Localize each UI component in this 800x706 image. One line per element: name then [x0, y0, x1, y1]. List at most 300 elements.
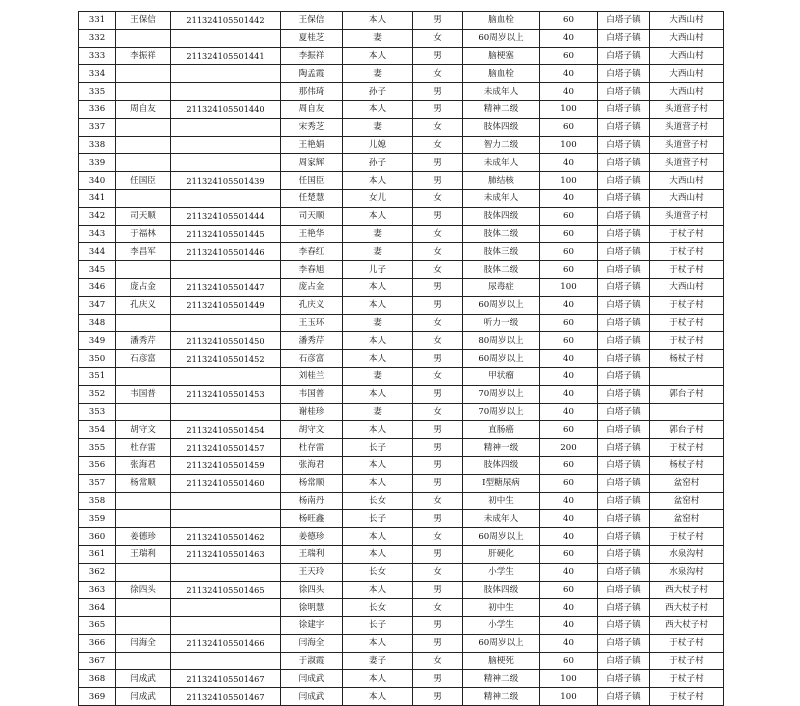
- table-cell: 初中生: [463, 492, 540, 510]
- table-cell: 211324105501447: [171, 278, 281, 296]
- table-cell: 353: [79, 403, 116, 421]
- table-cell: [116, 136, 171, 154]
- table-cell: 妻: [343, 403, 413, 421]
- table-cell: [171, 261, 281, 279]
- table-cell: I型糖尿病: [463, 474, 540, 492]
- table-cell: 脑梗死: [463, 652, 540, 670]
- table-cell: 未成年人: [463, 189, 540, 207]
- table-cell: 女: [413, 261, 463, 279]
- table-cell: 白塔子镇: [598, 510, 650, 528]
- table-cell: [171, 136, 281, 154]
- table-cell: 于淑霞: [281, 652, 343, 670]
- table-cell: 355: [79, 439, 116, 457]
- table-cell: 60: [540, 314, 598, 332]
- table-cell: 40: [540, 492, 598, 510]
- table-cell: 男: [413, 207, 463, 225]
- table-cell: 于杖子村: [650, 528, 724, 546]
- table-cell: 潘秀芹: [116, 332, 171, 350]
- table-cell: 张海君: [116, 456, 171, 474]
- table-cell: 333: [79, 47, 116, 65]
- table-cell: 357: [79, 474, 116, 492]
- table-cell: 白塔子镇: [598, 332, 650, 350]
- table-cell: 未成年人: [463, 510, 540, 528]
- table-cell: 362: [79, 563, 116, 581]
- table-cell: 白塔子镇: [598, 528, 650, 546]
- table-row: [79, 278, 724, 296]
- table-cell: 211324105501463: [171, 545, 281, 563]
- table-cell: 男: [413, 510, 463, 528]
- table-cell: 70周岁以上: [463, 403, 540, 421]
- table-cell: [171, 599, 281, 617]
- table-cell: 白塔子镇: [598, 12, 650, 30]
- table-cell: 本人: [343, 12, 413, 30]
- table-row: [79, 65, 724, 83]
- table-cell: 于杖子村: [650, 634, 724, 652]
- table-cell: 孔庆义: [281, 296, 343, 314]
- table-cell: [116, 403, 171, 421]
- table-cell: 200: [540, 439, 598, 457]
- table-row: [79, 12, 724, 30]
- table-cell: 儿媳: [343, 136, 413, 154]
- table-cell: 364: [79, 599, 116, 617]
- table-cell: 346: [79, 278, 116, 296]
- table-cell: 336: [79, 100, 116, 118]
- table-cell: 长女: [343, 563, 413, 581]
- table-cell: 肢体四级: [463, 118, 540, 136]
- table-cell: 杜存雷: [281, 439, 343, 457]
- table-cell: 342: [79, 207, 116, 225]
- table-cell: 女: [413, 314, 463, 332]
- table-cell: 女: [413, 189, 463, 207]
- table-cell: [171, 403, 281, 421]
- table-cell: 211324105501467: [171, 670, 281, 688]
- table-cell: 60: [540, 421, 598, 439]
- table-cell: 女儿: [343, 189, 413, 207]
- table-cell: 女: [413, 599, 463, 617]
- table-cell: [116, 563, 171, 581]
- table-cell: 初中生: [463, 599, 540, 617]
- table-cell: 大西山村: [650, 172, 724, 190]
- table-cell: [171, 510, 281, 528]
- table-cell: 女: [413, 492, 463, 510]
- table-cell: 358: [79, 492, 116, 510]
- table-cell: 白塔子镇: [598, 367, 650, 385]
- table-cell: 白塔子镇: [598, 474, 650, 492]
- table-cell: 本人: [343, 545, 413, 563]
- table-cell: 本人: [343, 456, 413, 474]
- table-cell: 211324105501449: [171, 296, 281, 314]
- table-cell: 男: [413, 12, 463, 30]
- table-cell: [171, 65, 281, 83]
- table-cell: 长子: [343, 617, 413, 635]
- table-cell: 348: [79, 314, 116, 332]
- table-cell: 任国臣: [281, 172, 343, 190]
- table-cell: 本人: [343, 421, 413, 439]
- table-cell: 于杖子村: [650, 332, 724, 350]
- table-cell: [650, 367, 724, 385]
- table-cell: 60: [540, 456, 598, 474]
- table-cell: 妻: [343, 243, 413, 261]
- table-cell: 大西山村: [650, 65, 724, 83]
- table-cell: 男: [413, 545, 463, 563]
- table-cell: 354: [79, 421, 116, 439]
- table-cell: 359: [79, 510, 116, 528]
- table-cell: 211324105501442: [171, 12, 281, 30]
- table-cell: 白塔子镇: [598, 314, 650, 332]
- table-cell: [116, 65, 171, 83]
- table-cell: 于福林: [116, 225, 171, 243]
- table-cell: 211324105501457: [171, 439, 281, 457]
- table-row: [79, 29, 724, 47]
- table-cell: 陶孟霞: [281, 65, 343, 83]
- table-cell: [171, 83, 281, 101]
- table-cell: 女: [413, 652, 463, 670]
- table-cell: 闫海全: [281, 634, 343, 652]
- table-row: [79, 225, 724, 243]
- table-cell: 长女: [343, 492, 413, 510]
- table-cell: 尿毒症: [463, 278, 540, 296]
- table-cell: 女: [413, 243, 463, 261]
- table-cell: 60: [540, 261, 598, 279]
- table-cell: 女: [413, 118, 463, 136]
- table-cell: 任楚慧: [281, 189, 343, 207]
- table-cell: 337: [79, 118, 116, 136]
- table-cell: 60周岁以上: [463, 528, 540, 546]
- table-cell: 韦国普: [281, 385, 343, 403]
- table-cell: 60: [540, 652, 598, 670]
- table-cell: 211324105501462: [171, 528, 281, 546]
- table-row: [79, 136, 724, 154]
- table-cell: 张海君: [281, 456, 343, 474]
- table-cell: 40: [540, 350, 598, 368]
- table-cell: 360: [79, 528, 116, 546]
- table-row: [79, 492, 724, 510]
- table-cell: 智力二级: [463, 136, 540, 154]
- table-cell: 肺结核: [463, 172, 540, 190]
- table-cell: 白塔子镇: [598, 421, 650, 439]
- table-cell: 长子: [343, 439, 413, 457]
- table-cell: 闫成武: [281, 688, 343, 706]
- table-cell: 女: [413, 528, 463, 546]
- table-cell: 男: [413, 617, 463, 635]
- table-cell: 肝硬化: [463, 545, 540, 563]
- table-row: [79, 243, 724, 261]
- table-row: [79, 670, 724, 688]
- table-cell: 本人: [343, 296, 413, 314]
- table-cell: 211324105501446: [171, 243, 281, 261]
- table-cell: 211324105501450: [171, 332, 281, 350]
- table-cell: 60: [540, 474, 598, 492]
- table-cell: 367: [79, 652, 116, 670]
- table-row: [79, 474, 724, 492]
- table-cell: 345: [79, 261, 116, 279]
- table-cell: 小学生: [463, 617, 540, 635]
- table-cell: 白塔子镇: [598, 599, 650, 617]
- table-cell: 本人: [343, 207, 413, 225]
- table-cell: 王玉环: [281, 314, 343, 332]
- table-cell: 西大杖子村: [650, 617, 724, 635]
- table-cell: 妻: [343, 367, 413, 385]
- table-cell: [650, 403, 724, 421]
- table-cell: 女: [413, 136, 463, 154]
- table-cell: 211324105501453: [171, 385, 281, 403]
- table-cell: 周自友: [116, 100, 171, 118]
- table-cell: 男: [413, 670, 463, 688]
- table-cell: 司天顺: [116, 207, 171, 225]
- table-cell: 白塔子镇: [598, 29, 650, 47]
- table-cell: 闫海全: [116, 634, 171, 652]
- table-cell: [116, 118, 171, 136]
- table-cell: 80周岁以上: [463, 332, 540, 350]
- table-cell: 妻: [343, 314, 413, 332]
- table-cell: 脑梗塞: [463, 47, 540, 65]
- table-cell: 361: [79, 545, 116, 563]
- table-cell: 李春旭: [281, 261, 343, 279]
- table-cell: 男: [413, 474, 463, 492]
- table-cell: 于杖子村: [650, 688, 724, 706]
- table-cell: 甲状瘤: [463, 367, 540, 385]
- table-cell: 精神一级: [463, 439, 540, 457]
- table-cell: 40: [540, 154, 598, 172]
- table-cell: 363: [79, 581, 116, 599]
- table-cell: 369: [79, 688, 116, 706]
- table-cell: 本人: [343, 670, 413, 688]
- table-row: [79, 563, 724, 581]
- table-row: [79, 688, 724, 706]
- table-row: [79, 100, 724, 118]
- table-cell: 那伟琦: [281, 83, 343, 101]
- table-cell: 368: [79, 670, 116, 688]
- table-cell: 李春红: [281, 243, 343, 261]
- table-cell: 男: [413, 688, 463, 706]
- table-cell: 女: [413, 403, 463, 421]
- table-cell: 王保信: [281, 12, 343, 30]
- table-cell: 长子: [343, 510, 413, 528]
- table-cell: 349: [79, 332, 116, 350]
- table-cell: 60: [540, 47, 598, 65]
- table-cell: 夏桂芝: [281, 29, 343, 47]
- table-cell: 脑血栓: [463, 12, 540, 30]
- table-cell: 肢体四级: [463, 207, 540, 225]
- table-cell: 头道营子村: [650, 100, 724, 118]
- table-cell: 男: [413, 278, 463, 296]
- table-cell: [116, 189, 171, 207]
- table-cell: 本人: [343, 332, 413, 350]
- table-cell: 60周岁以上: [463, 634, 540, 652]
- table-cell: 60: [540, 207, 598, 225]
- table-cell: 白塔子镇: [598, 225, 650, 243]
- table-cell: 女: [413, 65, 463, 83]
- relief-roster-table: [78, 11, 724, 706]
- table-cell: 男: [413, 421, 463, 439]
- table-cell: 徐明慧: [281, 599, 343, 617]
- table-cell: 女: [413, 29, 463, 47]
- table-cell: 本人: [343, 688, 413, 706]
- table-cell: 211324105501460: [171, 474, 281, 492]
- table-cell: [171, 189, 281, 207]
- table-cell: 100: [540, 670, 598, 688]
- table-cell: 肢体二级: [463, 261, 540, 279]
- table-cell: 王艳娟: [281, 136, 343, 154]
- table-cell: 白塔子镇: [598, 296, 650, 314]
- table-cell: 于杖子村: [650, 670, 724, 688]
- table-cell: 肢体二级: [463, 225, 540, 243]
- table-cell: 妻: [343, 118, 413, 136]
- table-cell: 石彦富: [281, 350, 343, 368]
- table-cell: 王保信: [116, 12, 171, 30]
- table-cell: 白塔子镇: [598, 47, 650, 65]
- table-cell: [171, 154, 281, 172]
- table-cell: 365: [79, 617, 116, 635]
- table-cell: 头道营子村: [650, 154, 724, 172]
- table-cell: 335: [79, 83, 116, 101]
- table-row: [79, 652, 724, 670]
- table-cell: 本人: [343, 47, 413, 65]
- table-cell: 司天顺: [281, 207, 343, 225]
- table-row: [79, 172, 724, 190]
- table-cell: 100: [540, 100, 598, 118]
- table-cell: 白塔子镇: [598, 350, 650, 368]
- table-cell: 于杖子村: [650, 652, 724, 670]
- table-cell: 男: [413, 47, 463, 65]
- table-cell: 男: [413, 350, 463, 368]
- table-cell: 李振祥: [281, 47, 343, 65]
- table-cell: 60周岁以上: [463, 350, 540, 368]
- table-cell: 李昌军: [116, 243, 171, 261]
- table-cell: 60周岁以上: [463, 296, 540, 314]
- table-cell: 100: [540, 278, 598, 296]
- table-row: [79, 189, 724, 207]
- table-cell: 精神二级: [463, 670, 540, 688]
- table-cell: 211324105501441: [171, 47, 281, 65]
- table-cell: 盆窑村: [650, 474, 724, 492]
- table-cell: 40: [540, 563, 598, 581]
- table-cell: 60: [540, 225, 598, 243]
- table-cell: 211324105501440: [171, 100, 281, 118]
- table-cell: 杨旺鑫: [281, 510, 343, 528]
- table-cell: 100: [540, 172, 598, 190]
- table-cell: [171, 118, 281, 136]
- table-cell: 男: [413, 296, 463, 314]
- table-cell: 肢体四级: [463, 581, 540, 599]
- table-cell: 白塔子镇: [598, 688, 650, 706]
- table-cell: 精神二级: [463, 688, 540, 706]
- table-cell: 胡守文: [116, 421, 171, 439]
- table-row: [79, 545, 724, 563]
- table-cell: 343: [79, 225, 116, 243]
- table-cell: 60: [540, 332, 598, 350]
- table-cell: 大西山村: [650, 12, 724, 30]
- table-cell: 白塔子镇: [598, 617, 650, 635]
- table-cell: 白塔子镇: [598, 492, 650, 510]
- table-cell: 杨杖子村: [650, 350, 724, 368]
- table-cell: 孙子: [343, 83, 413, 101]
- table-cell: 谢桂珍: [281, 403, 343, 421]
- table-row: [79, 634, 724, 652]
- table-cell: 大西山村: [650, 47, 724, 65]
- table-row: [79, 47, 724, 65]
- table-cell: 340: [79, 172, 116, 190]
- table-cell: 40: [540, 65, 598, 83]
- table-cell: 100: [540, 688, 598, 706]
- table-row: [79, 581, 724, 599]
- table-cell: 本人: [343, 581, 413, 599]
- table-cell: 白塔子镇: [598, 261, 650, 279]
- table-row: [79, 528, 724, 546]
- table-cell: 周自友: [281, 100, 343, 118]
- table-cell: 未成年人: [463, 83, 540, 101]
- table-cell: 水泉沟村: [650, 563, 724, 581]
- table-cell: 白塔子镇: [598, 545, 650, 563]
- table-cell: 胡守文: [281, 421, 343, 439]
- table-cell: 347: [79, 296, 116, 314]
- table-cell: 孔庆义: [116, 296, 171, 314]
- table-cell: 351: [79, 367, 116, 385]
- table-cell: 石彦富: [116, 350, 171, 368]
- table-cell: 70周岁以上: [463, 385, 540, 403]
- table-row: [79, 403, 724, 421]
- table-cell: [116, 652, 171, 670]
- table-cell: 350: [79, 350, 116, 368]
- table-row: [79, 385, 724, 403]
- table-cell: 大西山村: [650, 83, 724, 101]
- table-cell: 白塔子镇: [598, 563, 650, 581]
- table-cell: 妻: [343, 29, 413, 47]
- table-cell: 头道营子村: [650, 136, 724, 154]
- table-cell: 211324105501454: [171, 421, 281, 439]
- table-cell: 闫成武: [116, 670, 171, 688]
- table-cell: 男: [413, 581, 463, 599]
- table-cell: 211324105501467: [171, 688, 281, 706]
- table-cell: [116, 261, 171, 279]
- table-cell: 40: [540, 29, 598, 47]
- table-cell: 徐建宇: [281, 617, 343, 635]
- table-cell: 白塔子镇: [598, 65, 650, 83]
- table-cell: 男: [413, 456, 463, 474]
- table-cell: 男: [413, 100, 463, 118]
- table-row: [79, 154, 724, 172]
- table-cell: 姜德珍: [116, 528, 171, 546]
- table-cell: [116, 29, 171, 47]
- table-cell: 本人: [343, 100, 413, 118]
- table-cell: 头道营子村: [650, 207, 724, 225]
- table-cell: 李振祥: [116, 47, 171, 65]
- table-cell: 本人: [343, 278, 413, 296]
- table-cell: 40: [540, 83, 598, 101]
- table-cell: 西大杖子村: [650, 599, 724, 617]
- table-cell: 211324105501445: [171, 225, 281, 243]
- table-cell: 王瑞利: [281, 545, 343, 563]
- table-cell: 杨南丹: [281, 492, 343, 510]
- table-cell: 姜德珍: [281, 528, 343, 546]
- table-cell: 于杖子村: [650, 439, 724, 457]
- table-cell: 白塔子镇: [598, 456, 650, 474]
- table-cell: [116, 367, 171, 385]
- table-cell: 脑血栓: [463, 65, 540, 83]
- table-cell: 本人: [343, 350, 413, 368]
- table-cell: 盆窑村: [650, 510, 724, 528]
- table-row: [79, 421, 724, 439]
- table-cell: [116, 617, 171, 635]
- table-row: [79, 314, 724, 332]
- table-cell: 40: [540, 296, 598, 314]
- table-cell: [171, 617, 281, 635]
- table-cell: 40: [540, 528, 598, 546]
- table-cell: 白塔子镇: [598, 278, 650, 296]
- table-cell: 女: [413, 332, 463, 350]
- table-row: [79, 350, 724, 368]
- table-cell: 王艳华: [281, 225, 343, 243]
